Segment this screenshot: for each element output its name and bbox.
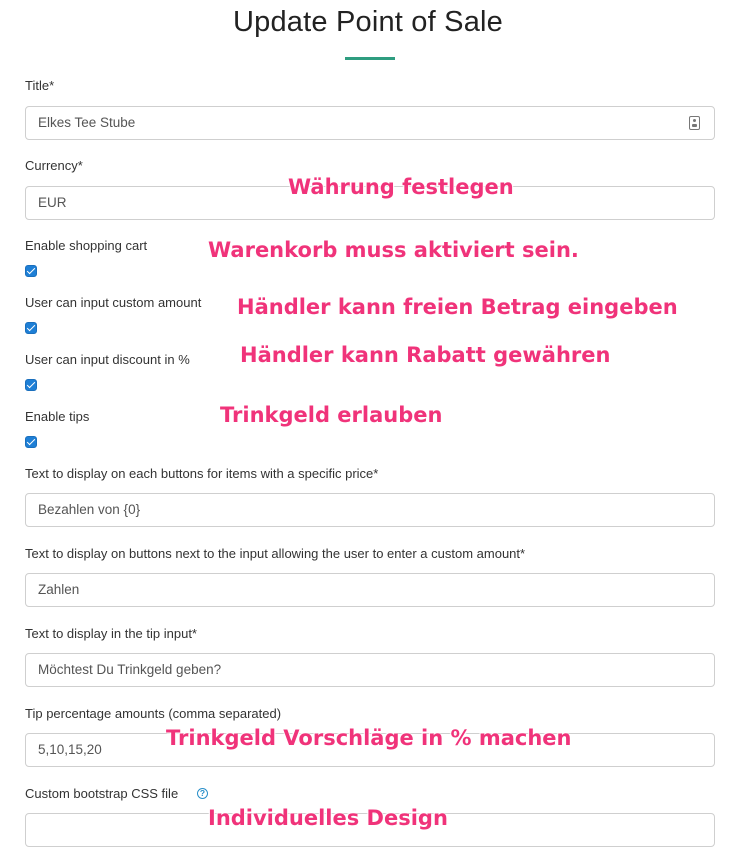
enable-tips-checkbox[interactable] <box>25 436 37 448</box>
button-text-input-value: Bezahlen von {0} <box>38 502 141 517</box>
contact-card-icon[interactable] <box>689 116 700 130</box>
tip-text-label: Text to display in the tip input* <box>25 626 197 641</box>
tip-percentages-label: Tip percentage amounts (comma separated) <box>25 706 282 721</box>
page-title: Update Point of Sale <box>232 6 503 38</box>
annotation-tips: Trinkgeld erlauben <box>220 403 443 427</box>
title-input-value: Elkes Tee Stube <box>38 115 136 130</box>
enable-cart-checkbox[interactable] <box>25 265 37 277</box>
button-text-input[interactable] <box>25 493 715 527</box>
custom-amount-checkbox[interactable] <box>25 322 37 334</box>
title-input[interactable] <box>25 106 715 140</box>
annotation-tip-percentages: Trinkgeld Vorschläge in % machen <box>166 726 572 750</box>
enable-cart-label: Enable shopping cart <box>25 238 148 253</box>
custom-button-text-input-value: Zahlen <box>38 582 80 597</box>
annotation-cart: Warenkorb muss aktiviert sein. <box>208 238 579 262</box>
custom-button-text-input[interactable] <box>25 573 715 607</box>
button-text-label: Text to display on each buttons for items with a specific price* <box>25 466 379 481</box>
discount-label: User can input discount in % <box>25 352 190 367</box>
annotation-discount: Händler kann Rabatt gewähren <box>240 343 611 367</box>
currency-label: Currency* <box>25 158 83 173</box>
discount-checkbox[interactable] <box>25 379 37 391</box>
annotation-currency: Währung festlegen <box>288 175 514 199</box>
currency-input-value: EUR <box>38 195 67 210</box>
custom-css-label: Custom bootstrap CSS file <box>25 786 179 801</box>
tip-text-input[interactable] <box>25 653 715 687</box>
question-circle-icon[interactable]: ? <box>197 788 208 799</box>
title-underline <box>345 57 395 60</box>
title-label: Title* <box>25 78 55 93</box>
annotation-custom-amount: Händler kann freien Betrag eingeben <box>237 295 678 319</box>
custom-amount-label: User can input custom amount <box>25 295 202 310</box>
custom-button-text-label: Text to display on buttons next to the input allowing the user to enter a custom amount* <box>25 546 526 561</box>
tip-percentages-input-value: 5,10,15,20 <box>38 742 102 757</box>
enable-tips-label: Enable tips <box>25 409 90 424</box>
tip-text-input-value: Möchtest Du Trinkgeld geben? <box>38 662 222 677</box>
annotation-design: Individuelles Design <box>208 806 448 830</box>
